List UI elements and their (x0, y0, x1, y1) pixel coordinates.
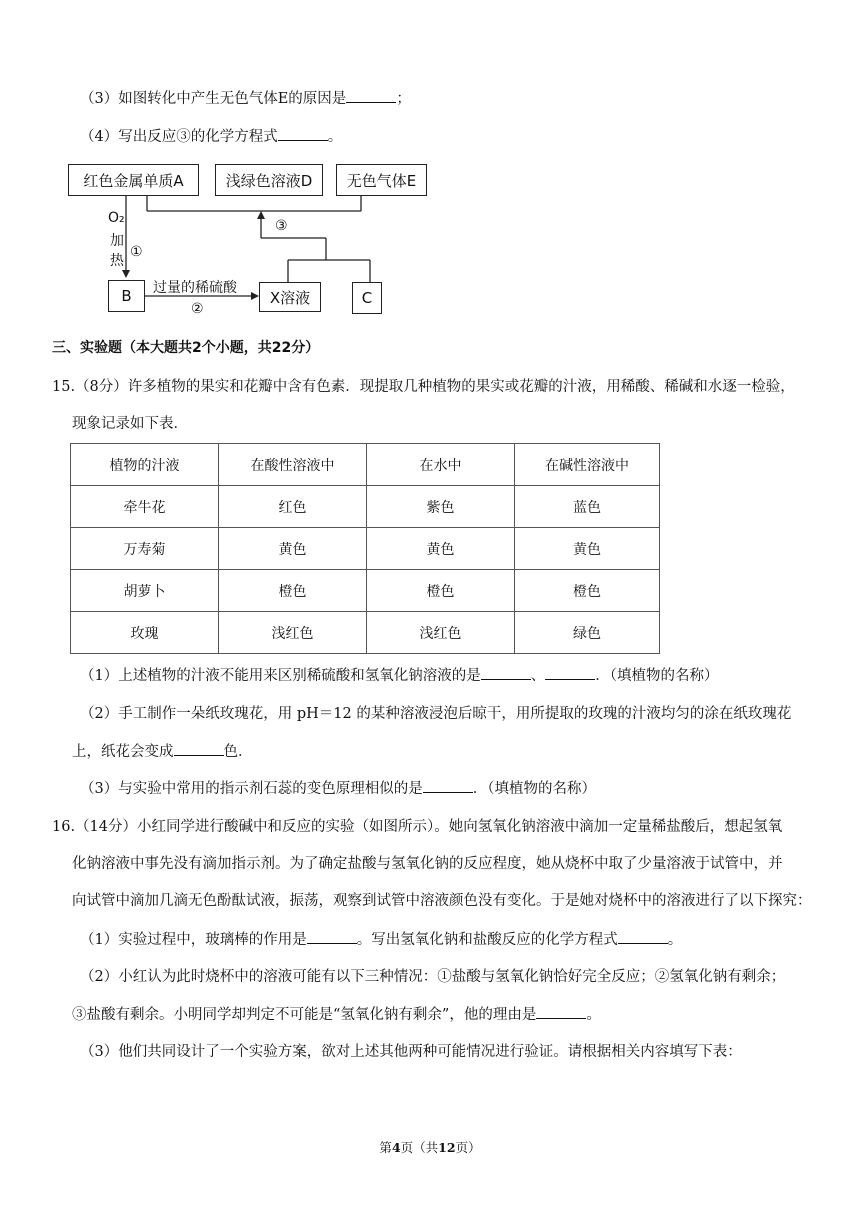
table-cell: 万寿菊 (71, 528, 219, 570)
table-cell: 橙色 (219, 570, 367, 612)
box-c: C (352, 282, 382, 314)
table-cell: 红色 (219, 486, 367, 528)
answer-blank[interactable] (278, 126, 328, 141)
answer-blank[interactable] (307, 929, 357, 944)
table-header: 在水中 (367, 444, 515, 486)
box-e: 无色气体E (336, 164, 427, 196)
table-header: 在碱性溶液中 (515, 444, 660, 486)
table-cell: 橙色 (367, 570, 515, 612)
answer-blank[interactable] (618, 929, 668, 944)
table-cell: 黄色 (515, 528, 660, 570)
table-cell: 玫瑰 (71, 612, 219, 654)
q15-line1: 15.（8分）许多植物的果实和花瓣中含有色素．现提取几种植物的果实或花瓣的汁液，用稀酸、稀碱和水逐一检验， (52, 379, 795, 395)
q16-line2: 化钠溶液中事先没有滴加指示剂。为了确定盐酸与氢氧化钠的反应程度，她从烧杯中取了少量溶液于试管中，并 (72, 856, 783, 872)
table-cell: 浅红色 (367, 612, 515, 654)
table-cell: 黄色 (219, 528, 367, 570)
table-cell: 黄色 (367, 528, 515, 570)
answer-blank[interactable] (545, 665, 595, 680)
q16-part3: （3）他们共同设计了一个实验方案，欲对上述其他两种可能情况进行验证。请根据相关内容填写下表： (80, 1044, 742, 1060)
table-cell: 胡萝卜 (71, 570, 219, 612)
q14-part3: （3）如图转化中产生无色气体E的原因是 ； (80, 88, 411, 109)
q16-line1: 16.（14分）小红同学进行酸碱中和反应的实验（如图所示）。她向氢氧化钠溶液中滴加一定量稀盐酸后，想起氢氧 (52, 819, 783, 835)
q15-part2-line2: 上，纸花会变成 色． (72, 741, 253, 762)
heat-label-1: 加 (110, 233, 124, 249)
q16-part2-line1: （2）小红认为此时烧杯中的溶液可能有以下三种情况：①盐酸与氢氧化钠恰好完全反应；②氢氧化钠有剩余； (80, 969, 786, 985)
box-b: B (108, 280, 145, 312)
answer-blank[interactable] (481, 665, 531, 680)
answer-blank[interactable] (174, 741, 224, 756)
reaction-diagram (68, 158, 438, 323)
box-a: 红色金属单质A (68, 164, 199, 196)
heat-label-2: 热 (110, 253, 124, 269)
acid-label: 过量的稀硫酸 (153, 280, 237, 296)
q16-line3: 向试管中滴加几滴无色酚酞试液，振荡，观察到试管中溶液颜色没有变化。于是她对烧杯中的溶液进行了以下探究： (72, 893, 812, 909)
step2-label: ② (191, 301, 204, 317)
table-header: 植物的汁液 (71, 444, 219, 486)
q16-part1: （1）实验过程中，玻璃棒的作用是 。写出氢氧化钠和盐酸反应的化学方程式 。 (80, 929, 682, 950)
box-x: X溶液 (259, 282, 321, 312)
table-cell: 浅红色 (219, 612, 367, 654)
q15-line2: 现象记录如下表． (72, 416, 188, 432)
q15-part2-line1: （2）手工制作一朵纸玫瑰花，用 pH＝12 的某种溶液浸泡后晾干，用所提取的玫瑰的汁液均匀的涂在纸玫瑰花 (80, 706, 792, 722)
table-cell: 紫色 (367, 486, 515, 528)
section-heading: 三、实验题（本大题共2个小题，共22分） (52, 340, 320, 356)
o2-label: O₂ (108, 210, 125, 226)
table-row (71, 528, 660, 570)
box-d: 浅绿色溶液D (215, 164, 323, 196)
q15-part1: （1）上述植物的汁液不能用来区别稀硫酸和氢氧化钠溶液的是 、 ．（填植物的名称） (80, 665, 718, 686)
answer-blank[interactable] (346, 88, 396, 103)
table-row (71, 486, 660, 528)
step3-label: ③ (275, 218, 288, 234)
answer-blank[interactable] (536, 1004, 586, 1019)
results-table (70, 443, 660, 654)
table-row (71, 612, 660, 654)
page-number: 4 (391, 1140, 401, 1155)
table-cell: 橙色 (515, 570, 660, 612)
answer-blank[interactable] (423, 778, 473, 793)
step1-label: ① (130, 244, 143, 260)
table-cell: 蓝色 (515, 486, 660, 528)
table-row (71, 570, 660, 612)
table-header: 在酸性溶液中 (219, 444, 367, 486)
table-cell: 牵牛花 (71, 486, 219, 528)
table-header-row (71, 444, 660, 486)
page-total: 12 (438, 1140, 456, 1155)
page-footer: 第4页（共12页） (379, 1140, 481, 1155)
table-cell: 绿色 (515, 612, 660, 654)
q16-part2-line2: ③盐酸有剩余。小明同学却判定不可能是“氢氧化钠有剩余”，他的理由是 。 (72, 1004, 601, 1025)
q15-part3: （3）与实验中常用的指示剂石蕊的变色原理相似的是 ．（填植物的名称） (80, 778, 596, 799)
q14-part4: （4）写出反应③的化学方程式 。 (80, 126, 342, 147)
